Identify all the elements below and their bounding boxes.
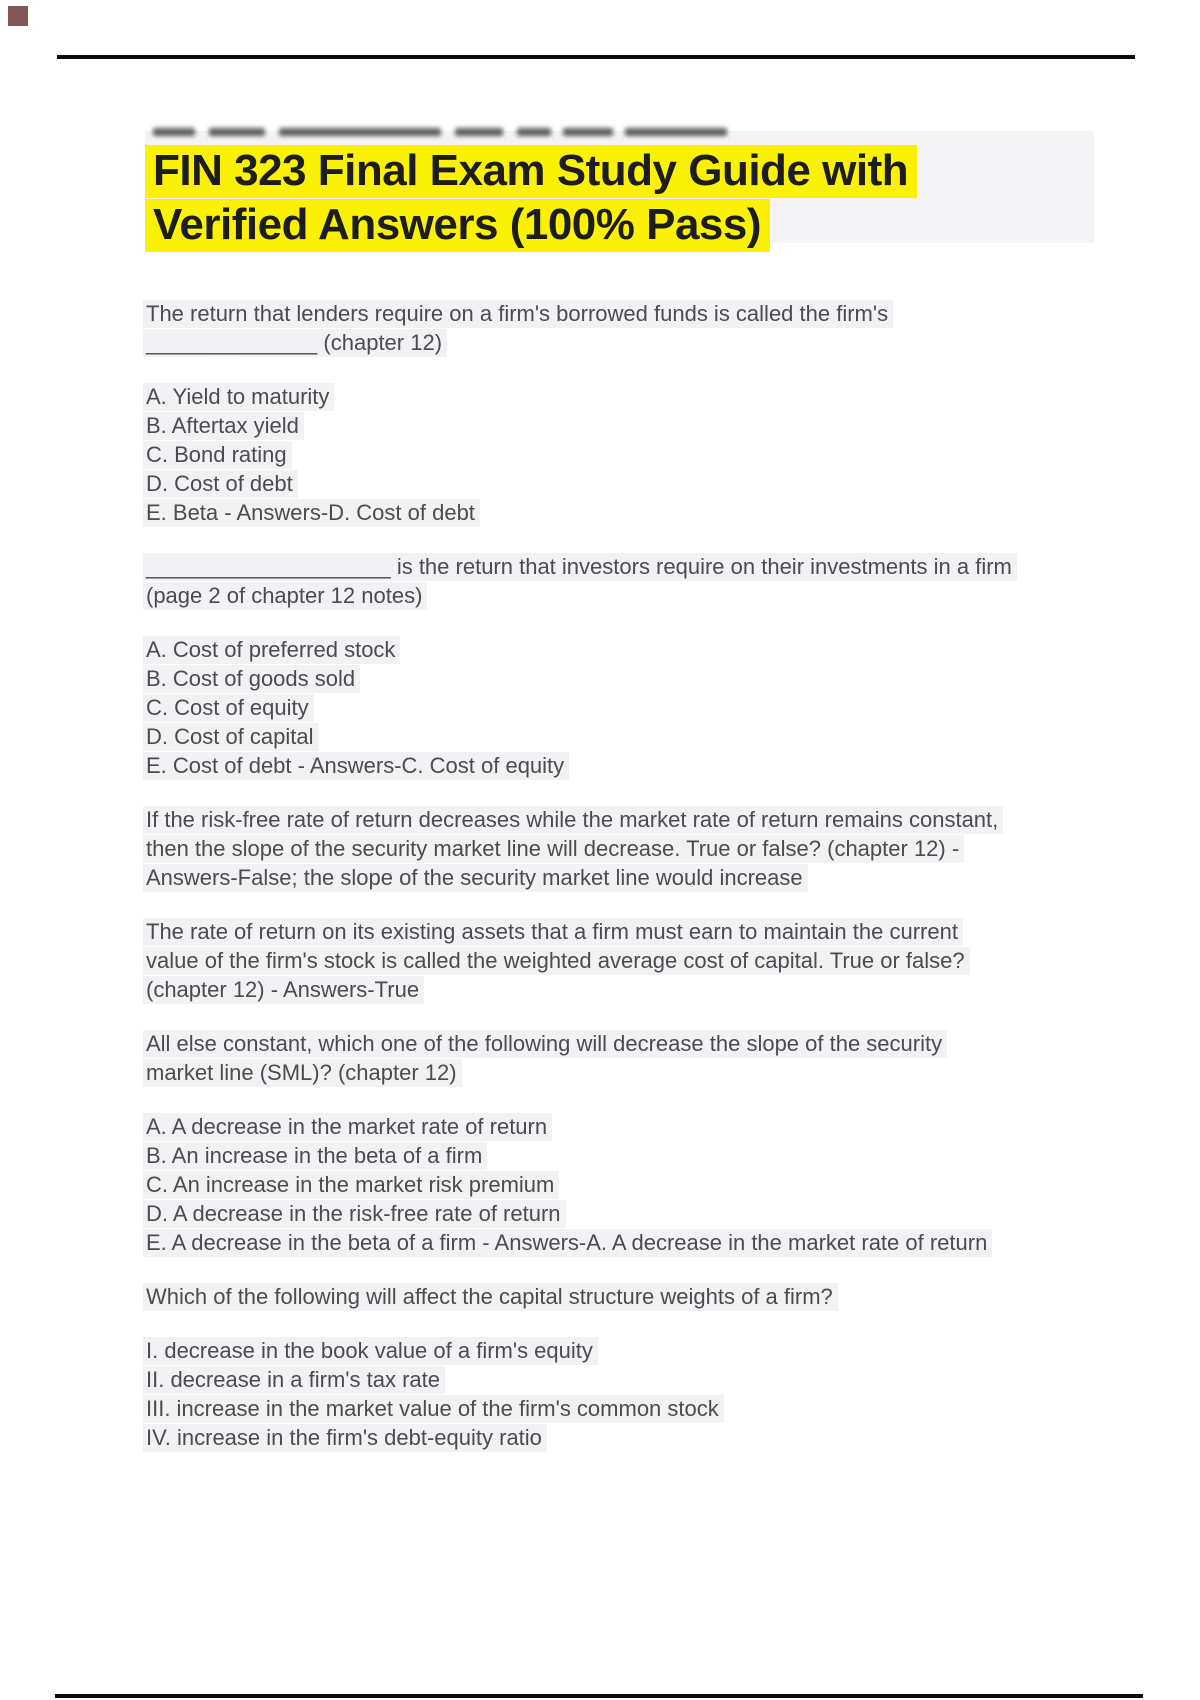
line-text: The return that lenders require on a firm's borrowed funds is called the firm's bbox=[143, 300, 893, 328]
line-text: III. increase in the market value of the firm's common stock bbox=[143, 1395, 724, 1423]
text-line bbox=[146, 635, 1106, 664]
line-text: ______________ (chapter 12) bbox=[143, 329, 447, 357]
text-line bbox=[146, 1336, 1106, 1365]
line-text: D. A decrease in the risk-free rate of return bbox=[143, 1200, 566, 1228]
text-line bbox=[146, 581, 1106, 610]
line-text: I. decrease in the book value of a firm's equity bbox=[143, 1337, 598, 1365]
line-text: E. Cost of debt - Answers-C. Cost of equity bbox=[143, 752, 569, 780]
line-text: E. A decrease in the beta of a firm - Answers-A. A decrease in the market rate of return bbox=[143, 1229, 992, 1257]
line-text: B. An increase in the beta of a firm bbox=[143, 1142, 487, 1170]
text-line bbox=[146, 382, 1106, 411]
text-line bbox=[146, 1058, 1106, 1087]
line-text: All else constant, which one of the following will decrease the slope of the security bbox=[143, 1030, 947, 1058]
top-rule bbox=[57, 55, 1135, 59]
text-line bbox=[146, 946, 1106, 975]
line-text: E. Beta - Answers-D. Cost of debt bbox=[143, 499, 480, 527]
text-line bbox=[146, 975, 1106, 1004]
text-block bbox=[146, 552, 1106, 610]
line-text: D. Cost of debt bbox=[143, 470, 298, 498]
text-line bbox=[146, 469, 1106, 498]
title-highlight: Verified Answers (100% Pass) bbox=[145, 199, 770, 252]
text-line bbox=[146, 1029, 1106, 1058]
line-text: then the slope of the security market line will decrease. True or false? (chapter 12) - bbox=[143, 835, 964, 863]
text-line bbox=[146, 805, 1106, 834]
line-text: C. Cost of equity bbox=[143, 694, 314, 722]
text-line bbox=[146, 299, 1106, 328]
line-text: ____________________ is the return that investors require on their investments in a firm bbox=[143, 553, 1017, 581]
document-body bbox=[146, 299, 1106, 1452]
text-block bbox=[146, 635, 1106, 780]
line-text: C. Bond rating bbox=[143, 441, 292, 469]
line-text: D. Cost of capital bbox=[143, 723, 319, 751]
text-block bbox=[146, 382, 1106, 527]
text-line bbox=[146, 1394, 1106, 1423]
text-line bbox=[146, 693, 1106, 722]
line-text: C. An increase in the market risk premium bbox=[143, 1171, 559, 1199]
line-text: Answers-False; the slope of the security market line would increase bbox=[143, 864, 808, 892]
line-text: (page 2 of chapter 12 notes) bbox=[143, 582, 427, 610]
text-line bbox=[146, 1170, 1106, 1199]
line-text: market line (SML)? (chapter 12) bbox=[143, 1059, 462, 1087]
text-line bbox=[146, 552, 1106, 581]
corner-mark bbox=[8, 6, 28, 26]
text-line bbox=[146, 1199, 1106, 1228]
line-text: B. Cost of goods sold bbox=[143, 665, 360, 693]
text-line bbox=[146, 1112, 1106, 1141]
page-title-line-2 bbox=[145, 198, 1094, 252]
title-block bbox=[145, 131, 1094, 252]
line-text: A. A decrease in the market rate of return bbox=[143, 1113, 552, 1141]
line-text: IV. increase in the firm's debt-equity ratio bbox=[143, 1424, 547, 1452]
text-line bbox=[146, 411, 1106, 440]
text-line bbox=[146, 722, 1106, 751]
text-line bbox=[146, 1141, 1106, 1170]
text-line bbox=[146, 1228, 1106, 1257]
title-highlight: FIN 323 Final Exam Study Guide with bbox=[145, 145, 917, 198]
text-line bbox=[146, 751, 1106, 780]
text-block bbox=[146, 805, 1106, 892]
text-line bbox=[146, 917, 1106, 946]
text-line bbox=[146, 1365, 1106, 1394]
text-line bbox=[146, 863, 1106, 892]
line-text: A. Cost of preferred stock bbox=[143, 636, 400, 664]
line-text: A. Yield to maturity bbox=[143, 383, 334, 411]
line-text: (chapter 12) - Answers-True bbox=[143, 976, 424, 1004]
text-block bbox=[146, 1282, 1106, 1311]
bottom-rule bbox=[55, 1694, 1143, 1698]
line-text: value of the firm's stock is called the weighted average cost of capital. True or false? bbox=[143, 947, 970, 975]
text-line bbox=[146, 440, 1106, 469]
text-line bbox=[146, 328, 1106, 357]
text-line bbox=[146, 1282, 1106, 1311]
line-text: II. decrease in a firm's tax rate bbox=[143, 1366, 445, 1394]
text-line bbox=[146, 834, 1106, 863]
text-line bbox=[146, 1423, 1106, 1452]
text-block bbox=[146, 1029, 1106, 1087]
page-title bbox=[145, 131, 1094, 252]
line-text: If the risk-free rate of return decreases while the market rate of return remains constant, bbox=[143, 806, 1003, 834]
text-block bbox=[146, 1336, 1106, 1452]
text-line bbox=[146, 498, 1106, 527]
line-text: The rate of return on its existing assets that a firm must earn to maintain the current bbox=[143, 918, 963, 946]
text-block bbox=[146, 917, 1106, 1004]
page-title-line-1 bbox=[145, 144, 1094, 198]
line-text: B. Aftertax yield bbox=[143, 412, 304, 440]
line-text: Which of the following will affect the capital structure weights of a firm? bbox=[143, 1283, 838, 1311]
text-block bbox=[146, 1112, 1106, 1257]
text-block bbox=[146, 299, 1106, 357]
text-line bbox=[146, 664, 1106, 693]
